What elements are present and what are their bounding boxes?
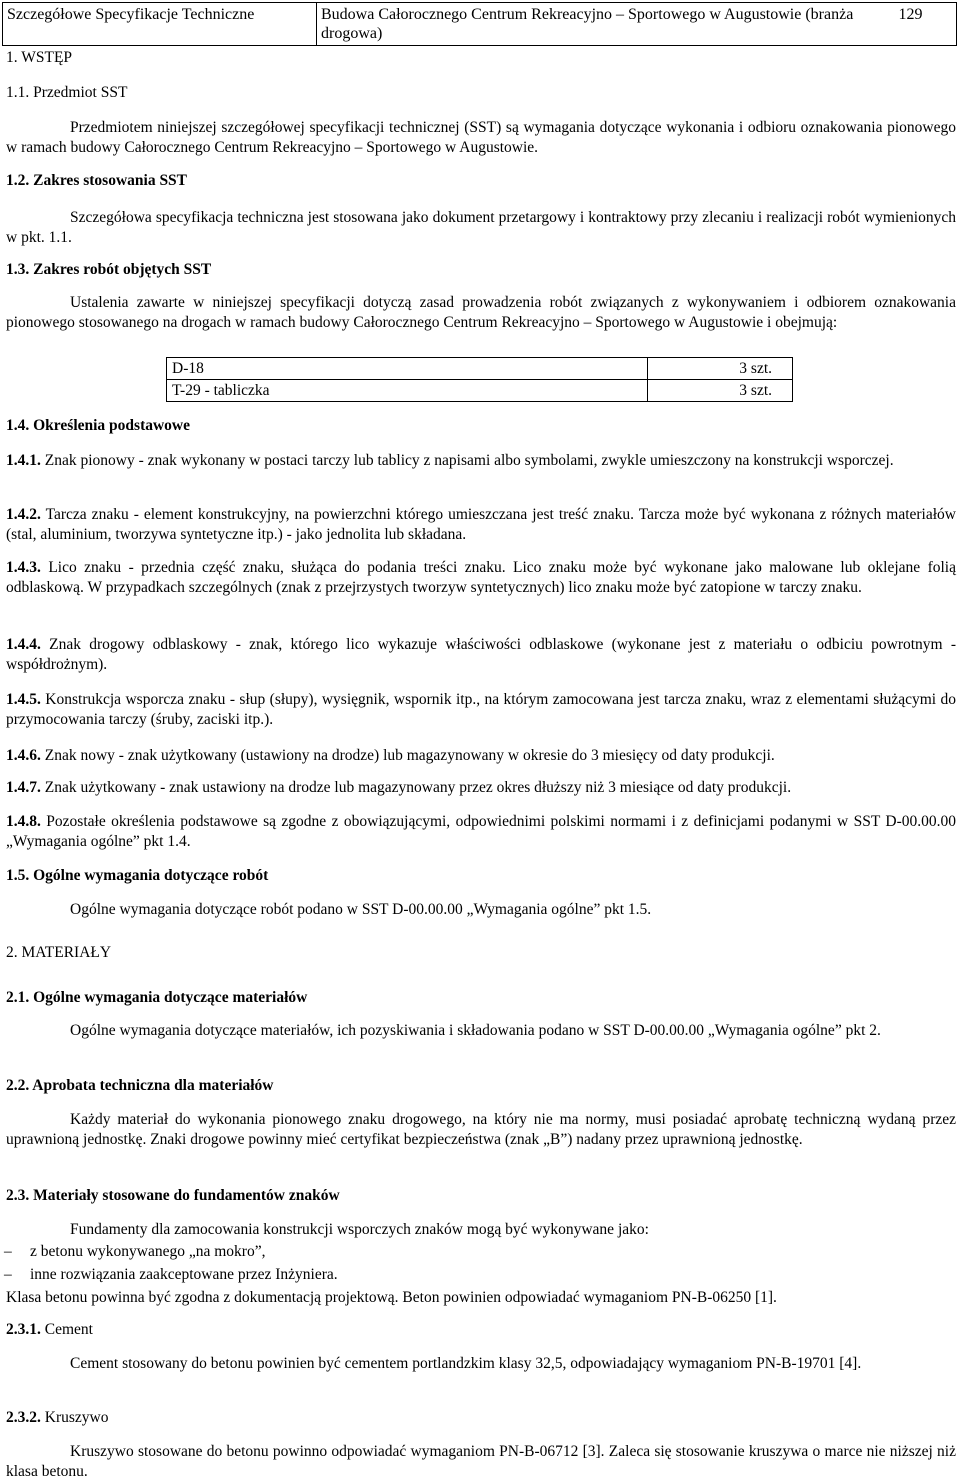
definition-1-4-3 — [6, 558, 956, 598]
section-1-heading: 1. WSTĘP — [6, 49, 73, 66]
page-number: 129 — [865, 3, 957, 46]
items-table — [166, 357, 793, 402]
definition-number: 1.4.7. — [6, 779, 41, 796]
definition-text: Pozostałe określenia podstawowe są zgodne z obowiązującymi, odpowiednimi polskimi normami i z definicjami podanymi w SST D-00.00.00 „Wymagania ogólne” pkt 1.4. — [6, 813, 957, 850]
table-row — [167, 358, 793, 380]
definition-number: 1.4.5. — [6, 691, 41, 708]
section-2-3-2-text: Kruszywo stosowane do betonu powinno odpowiadać wymaganiom PN-B-06712 [3]. Zaleca się stosowanie kruszywa o marce nie niższej niż klasa betonu. — [6, 1443, 956, 1480]
definition-number: 1.4.3. — [6, 559, 41, 576]
page-header — [2, 2, 957, 46]
section-2-1-text: Ogólne wymagania dotyczące materiałów, ich pozyskiwania i składowania podano w SST D-00.00.00 „Wymagania ogólne” pkt 2. — [70, 1022, 881, 1039]
section-2-3-heading: 2.3. Materiały stosowane do fundamentów znaków — [6, 1187, 340, 1204]
definition-text: Tarcza znaku - element konstrukcyjny, na powierzchni którego umieszczana jest treść znaku. Tarcza może być wykonana z różnych materiałów (stal, aluminium, tworzywa syntetyczne itp.) - jako jednolita lub składana. — [6, 506, 956, 543]
section-1-5-heading: 1.5. Ogólne wymagania dotyczące robót — [6, 867, 269, 884]
subsection-title: Kruszywo — [44, 1409, 109, 1426]
definition-1-4-4 — [6, 635, 956, 675]
definition-number: 1.4.4. — [6, 636, 41, 653]
list-item: inne rozwiązania zaakceptowane przez Inżyniera. — [30, 1266, 338, 1283]
header-document-type: Szczegółowe Specyfikacje Techniczne — [3, 3, 317, 46]
section-1-5-text: Ogólne wymagania dotyczące robót podano w SST D-00.00.00 „Wymagania ogólne” pkt 1.5. — [70, 901, 652, 918]
definition-1-4-8 — [6, 812, 956, 852]
section-2-2-text: Każdy materiał do wykonania pionowego znaku drogowego, na który nie ma normy, musi posiadać aprobatę techniczną wydaną przez uprawnioną jednostkę. Znaki drogowe powinny mieć certyfikat bezpieczeństwa (znak „B”) nadany przez uprawnioną jednostkę. — [6, 1111, 956, 1148]
definition-1-4-2 — [6, 505, 956, 545]
definition-number: 1.4.6. — [6, 747, 41, 764]
list-item: z betonu wykonywanego „na mokro”, — [30, 1243, 266, 1260]
definition-1-4-5 — [6, 690, 956, 730]
section-1-3-text: Ustalenia zawarte w niniejszej specyfikacji dotyczą zasad prowadzenia robót związanych z wykonywaniem i odbiorem oznakowania pionowego stosowanego na drogach w ramach budowy Całorocznego Centrum Rekreacyjno – Sportowego w Augustowie i obejmują: — [6, 294, 956, 331]
definition-number: 1.4.2. — [6, 506, 41, 523]
section-2-3-1-heading — [6, 1321, 93, 1339]
list-dash: – — [4, 1243, 12, 1260]
item-name: D-18 — [167, 358, 648, 380]
list-dash: – — [4, 1266, 12, 1283]
header-project-title: Budowa Całorocznego Centrum Rekreacyjno – Sportowego w Augustowie (branża drogowa) — [317, 3, 866, 46]
definition-1-4-1 — [6, 451, 956, 471]
section-2-3-2-heading — [6, 1409, 108, 1427]
item-name: T-29 - tabliczka — [167, 380, 648, 402]
subsection-number: 2.3.1. — [6, 1321, 41, 1338]
section-2-3-1-text: Cement stosowany do betonu powinien być cementem portlandzkim klasy 32,5, odpowiadający wymaganiom PN-B-19701 [4]. — [70, 1355, 862, 1372]
section-1-1-heading: 1.1. Przedmiot SST — [6, 84, 128, 101]
section-2-3-after-text: Klasa betonu powinna być zgodna z dokumentacją projektową. Beton powinien odpowiadać wymaganiom PN-B-06250 [1]. — [6, 1289, 777, 1306]
definition-number: 1.4.8. — [6, 813, 41, 830]
definition-text: Znak drogowy odblaskowy - znak, którego lico wykazuje właściwości odblaskowe (wykonane jest z materiału o odbiciu powrotnym - współdrożnym). — [6, 636, 957, 673]
item-quantity: 3 szt. — [648, 358, 793, 380]
definition-text: Lico znaku - przednia część znaku, służąca do podania treści znaku. Lico znaku może być wykonane jako malowane lub oklejane folią odblaskową. W przypadkach szczególnych (znak z przejrzystych tworzyw syntetycznych) lico znaku może być zatopione w tarczy znaku. — [6, 559, 956, 596]
section-1-2-heading: 1.2. Zakres stosowania SST — [6, 172, 188, 189]
section-1-2-text: Szczegółowa specyfikacja techniczna jest stosowana jako dokument przetargowy i kontraktowy przy zlecaniu i realizacji robót wymienionych w pkt. 1.1. — [6, 209, 956, 246]
section-1-1-text: Przedmiotem niniejszej szczegółowej specyfikacji technicznej (SST) są wymagania dotyczące wykonania i odbioru oznakowania pionowego w ramach budowy Całorocznego Centrum Rekreacyjno – Sportowego w Augustowie. — [6, 119, 956, 156]
definition-text: Konstrukcja wsporcza znaku - słup (słupy), wysięgnik, wspornik itp., na którym zamocowana jest tarcza znaku, wraz z elementami służącymi do przymocowania tarczy (śruby, zaciski itp.). — [6, 691, 956, 728]
subsection-number: 2.3.2. — [6, 1409, 41, 1426]
section-1-3-heading: 1.3. Zakres robót objętych SST — [6, 261, 212, 278]
subsection-title: Cement — [44, 1321, 93, 1338]
section-2-3-text: Fundamenty dla zamocowania konstrukcji wsporczych znaków mogą być wykonywane jako: — [70, 1221, 649, 1238]
definition-text: Znak nowy - znak użytkowany (ustawiony na drodze) lub magazynowany w okresie do 3 miesięcy od daty produkcji. — [44, 747, 775, 764]
definition-1-4-7 — [6, 778, 956, 798]
section-1-4-heading: 1.4. Określenia podstawowe — [6, 417, 191, 434]
section-2-1-heading: 2.1. Ogólne wymagania dotyczące materiałów — [6, 989, 308, 1006]
definition-text: Znak użytkowany - znak ustawiony na drodze lub magazynowany przez okres dłuższy niż 3 miesiące od daty produkcji. — [44, 779, 792, 796]
definition-1-4-6 — [6, 746, 956, 766]
section-2-2-heading: 2.2. Aprobata techniczna dla materiałów — [6, 1077, 274, 1094]
item-quantity: 3 szt. — [648, 380, 793, 402]
definition-text: Znak pionowy - znak wykonany w postaci tarczy lub tablicy z napisami albo symbolami, zwykle umieszczony na konstrukcji wsporczej. — [44, 452, 894, 469]
section-2-heading: 2. MATERIAŁY — [6, 944, 112, 961]
definition-number: 1.4.1. — [6, 452, 41, 469]
table-row — [167, 380, 793, 402]
